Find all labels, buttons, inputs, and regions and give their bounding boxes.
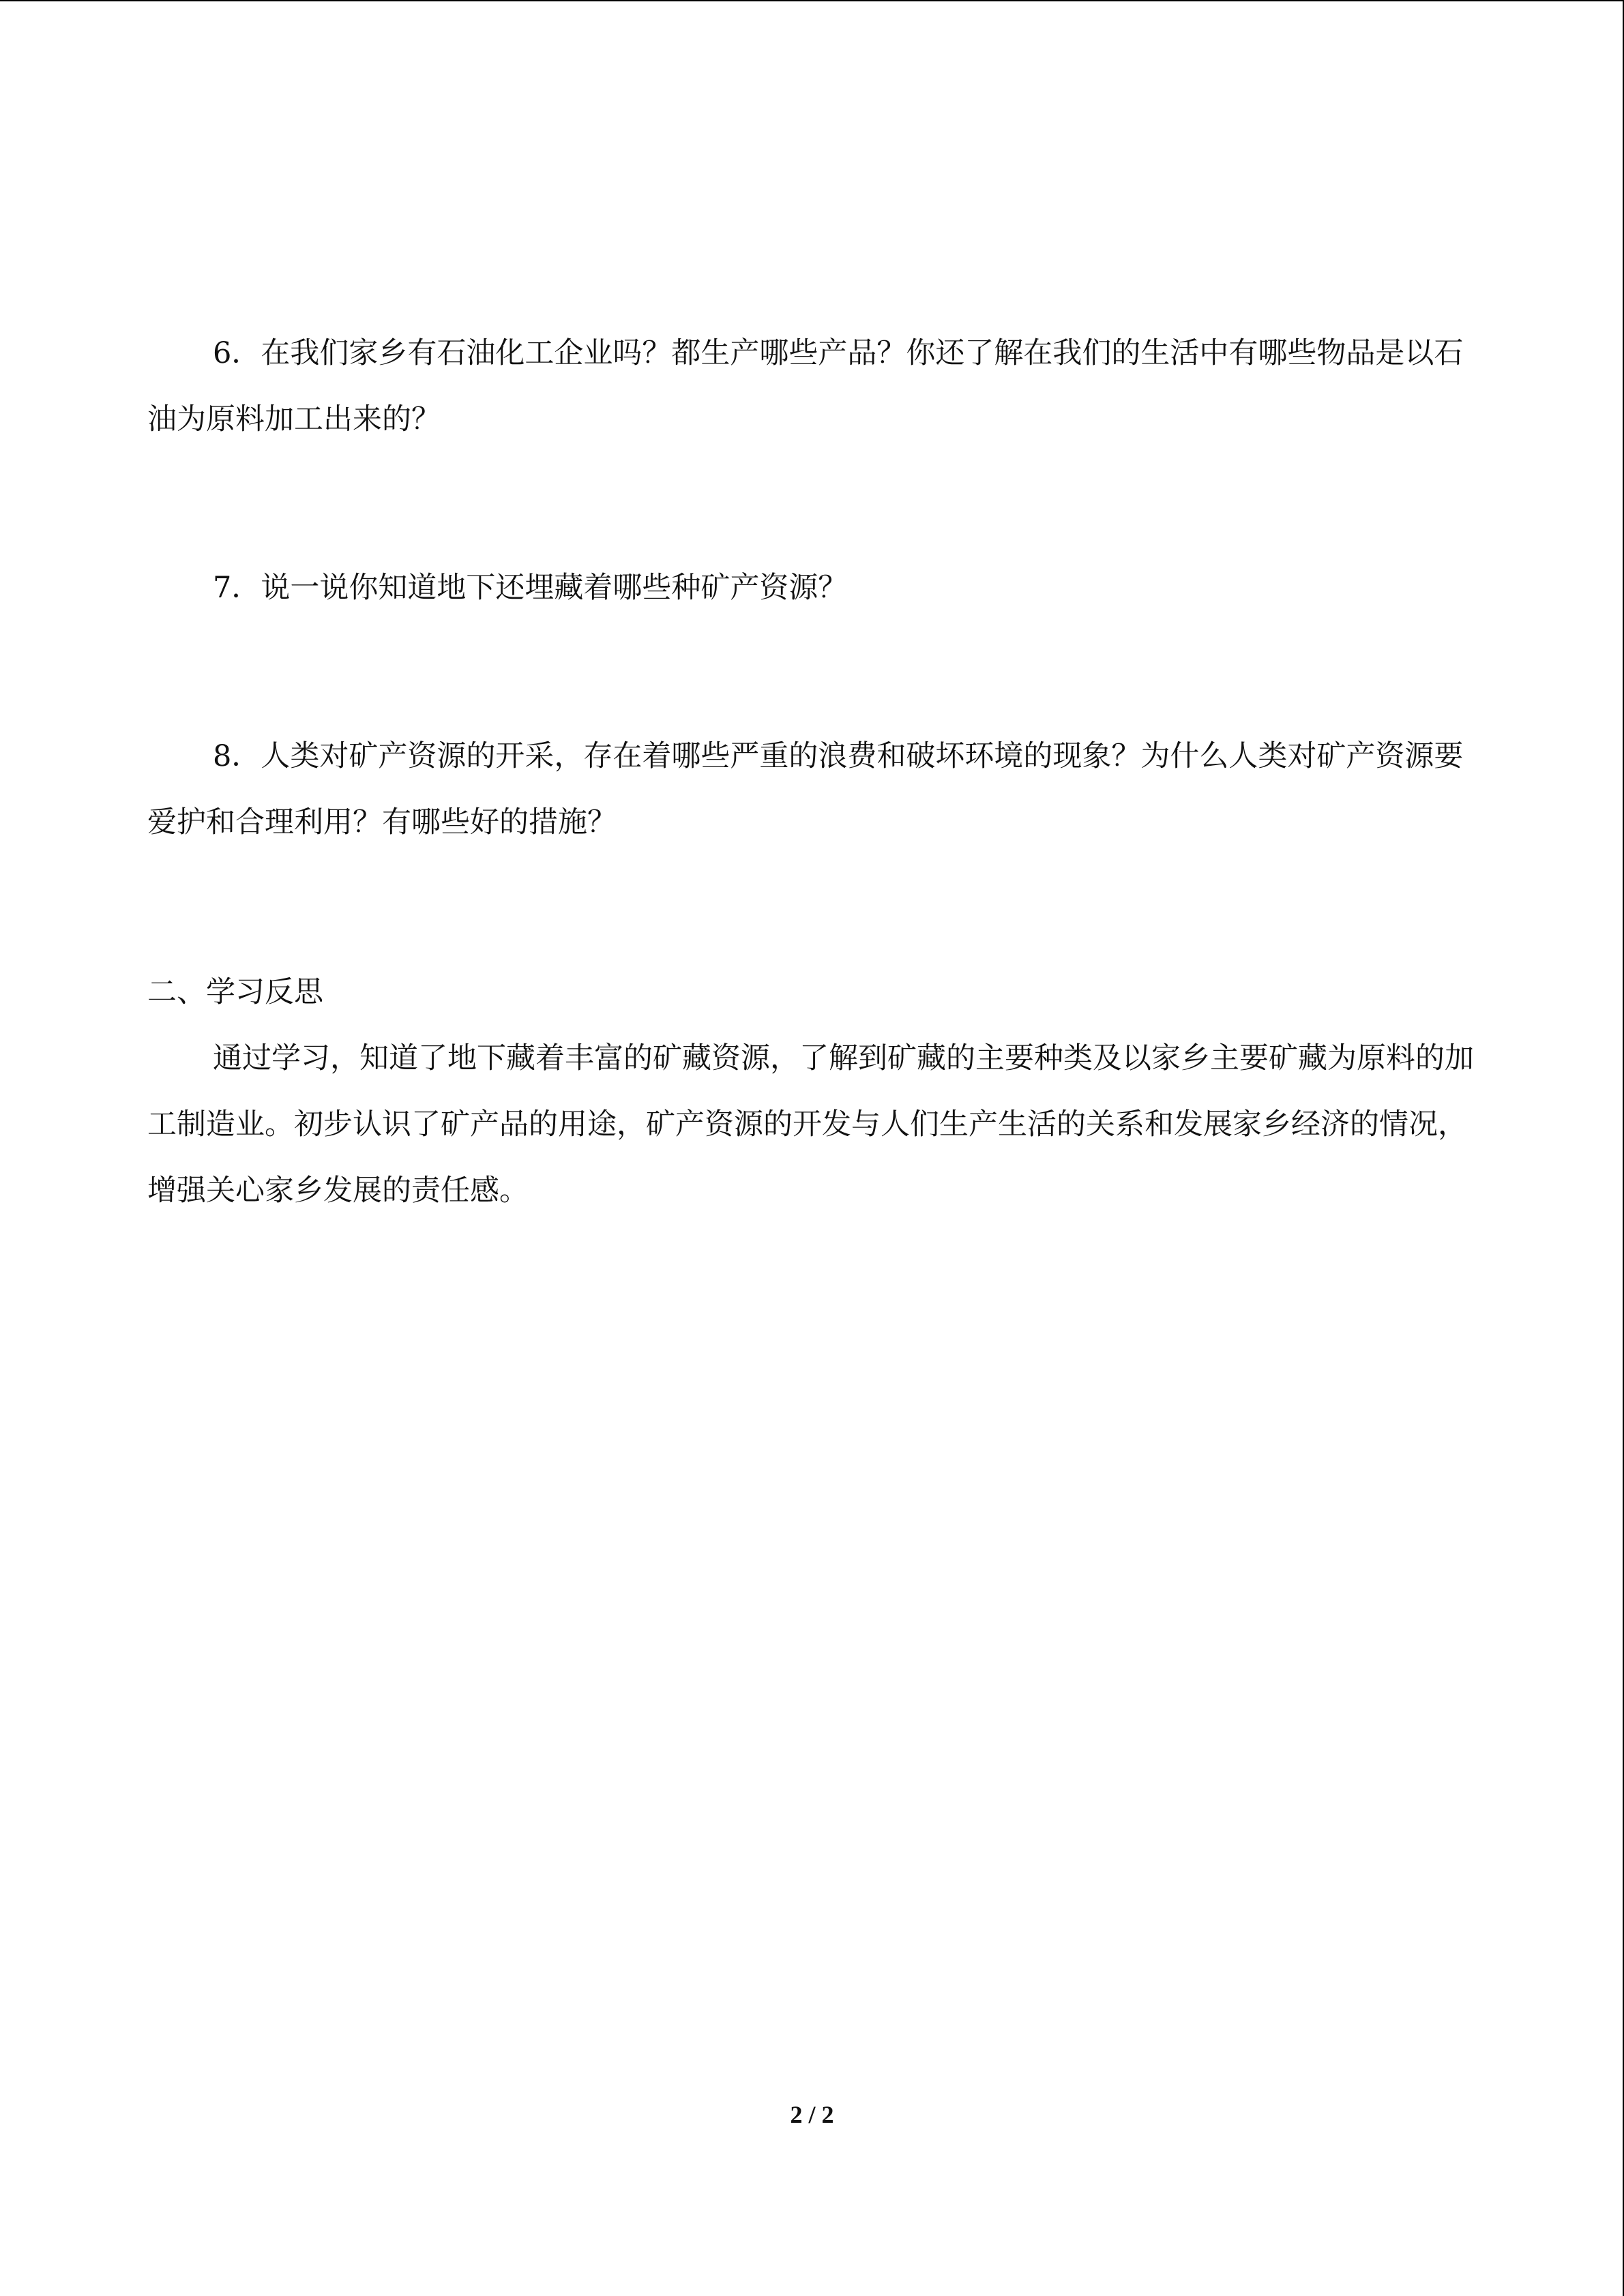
page-number: 2 / 2 (790, 2101, 834, 2128)
question-6: 6．在我们家乡有石油化工企业吗？都生产哪些产品？你还了解在我们的生活中有哪些物品是以石油为原料加工出来的？ (147, 336, 1464, 436)
section-heading-reflection: 二、学习反思 (147, 975, 323, 1009)
reflection-paragraph: 通过学习，知道了地下藏着丰富的矿藏资源，了解到矿藏的主要种类及以家乡主要矿藏为原料的加工制造业。初步认识了矿产品的用途，矿产资源的开发与人们生产生活的关系和发展家乡经济的情况，增强关心家乡发展的责任感。 (147, 1041, 1474, 1208)
document-content (147, 320, 1484, 1224)
question-8: 8．人类对矿产资源的开采，存在着哪些严重的浪费和破坏环境的现象？为什么人类对矿产资源要爱护和合理利用？有哪些好的措施？ (147, 739, 1464, 839)
question-7: 7．说一说你知道地下还埋藏着哪些种矿产资源？ (213, 571, 848, 605)
